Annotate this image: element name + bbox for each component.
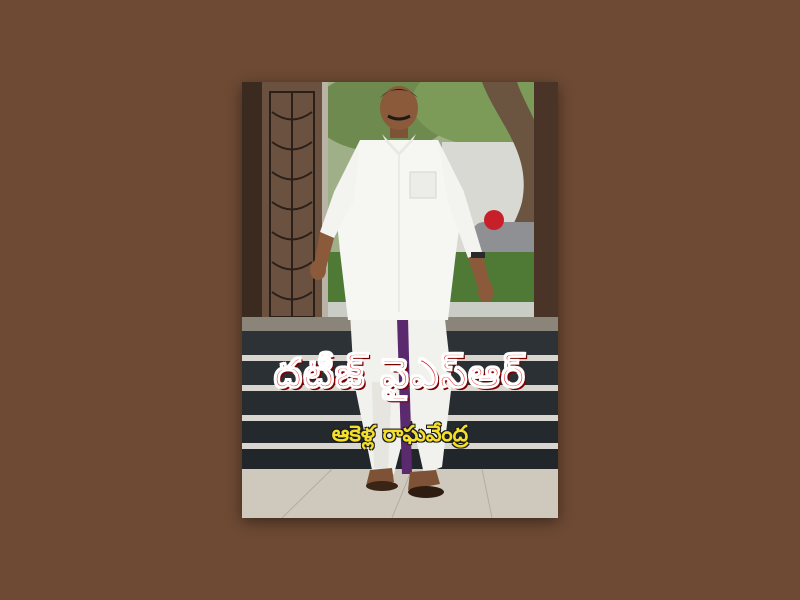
book-cover — [242, 82, 558, 518]
book-author: ఆకెళ్ల రాఘవేంద్ర — [331, 422, 469, 447]
face — [380, 86, 418, 130]
book-title: దటీజ్ వైఎస్ఆర్ — [274, 351, 526, 397]
cover-photo — [242, 82, 558, 518]
